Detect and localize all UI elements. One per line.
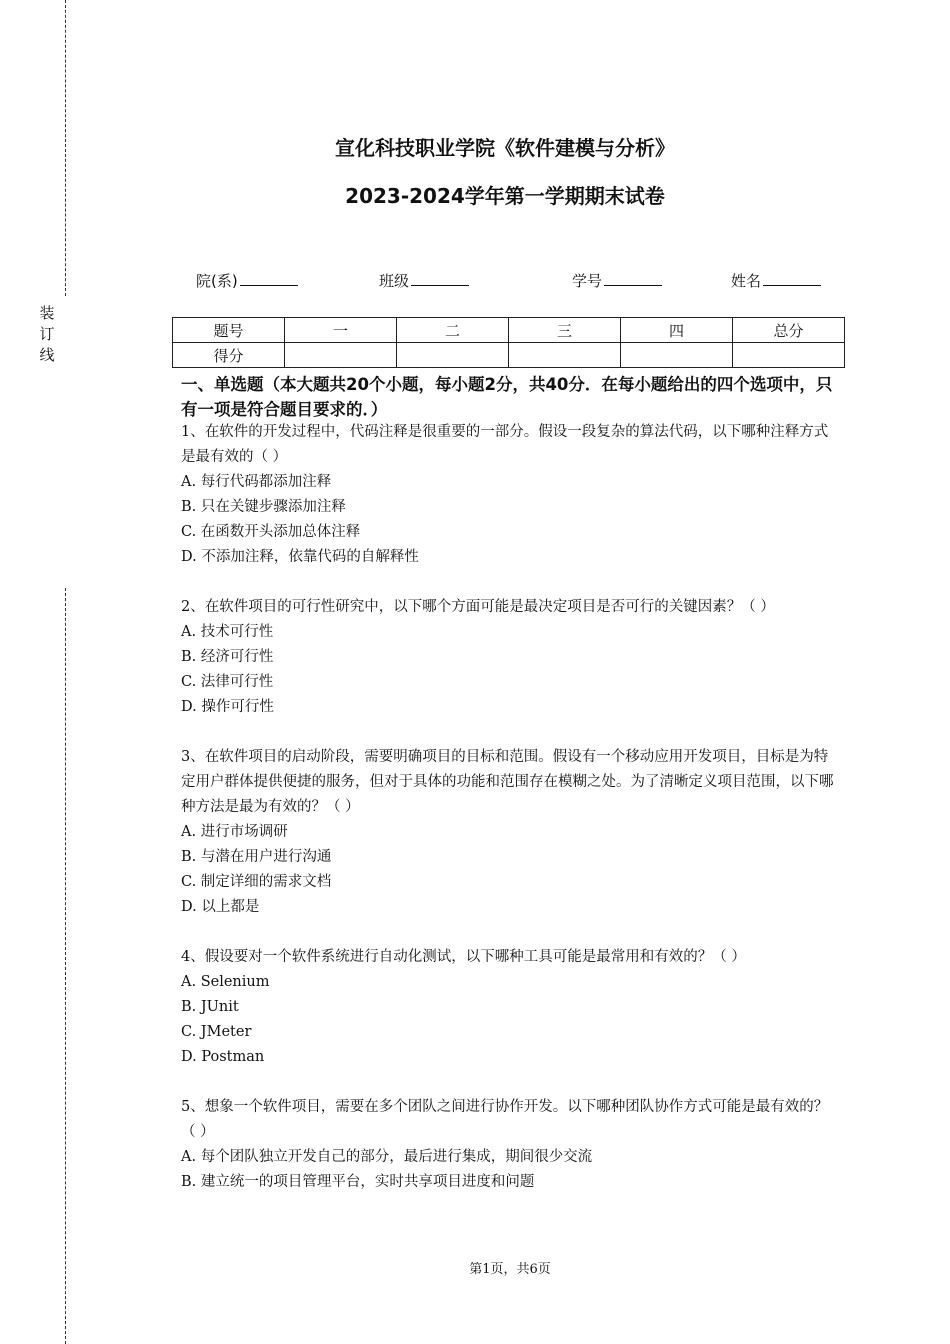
score-header-cell: 二: [397, 318, 509, 343]
question-text: 2、在软件项目的可行性研究中，以下哪个方面可能是最决定项目是否可行的关键因素？（ ）: [181, 599, 775, 615]
info-name: [731, 270, 821, 291]
info-name-label: 姓名: [731, 272, 762, 290]
score-header-cell: 题号: [173, 318, 285, 343]
score-table-header-row: [173, 318, 845, 343]
info-class-blank[interactable]: [411, 271, 469, 286]
option-b: B. 只在关键步骤添加注释: [181, 499, 346, 515]
info-department: [196, 270, 298, 291]
info-department-label: 院(系): [196, 272, 238, 290]
option-b: B. 与潜在用户进行沟通: [181, 849, 332, 865]
option-b: B. JUnit: [181, 999, 239, 1015]
info-student-id-label: 学号: [572, 272, 603, 290]
question-list: [181, 420, 841, 1195]
question-item: [181, 1095, 841, 1195]
binding-char: 装: [39, 304, 55, 322]
info-class-label: 班级: [379, 272, 410, 290]
score-cell[interactable]: [733, 343, 845, 368]
score-table-score-row: [173, 343, 845, 368]
info-student-id: [572, 270, 662, 291]
question-item: [181, 595, 841, 720]
option-c: C. 法律可行性: [181, 674, 274, 690]
option-d: D. Postman: [181, 1049, 265, 1065]
score-cell[interactable]: [509, 343, 621, 368]
option-d: D. 以上都是: [181, 899, 260, 915]
question-item: [181, 420, 841, 570]
question-text: 4、假设要对一个软件系统进行自动化测试，以下哪种工具可能是最常用和有效的？（ ）: [181, 949, 746, 965]
score-cell[interactable]: [285, 343, 397, 368]
exam-title-term: 2023-2024学年第一学期期末试卷: [345, 184, 665, 208]
info-student-id-blank[interactable]: [604, 271, 662, 286]
binding-char: 订: [39, 325, 55, 343]
option-d: D. 操作可行性: [181, 699, 274, 715]
option-a: A. 每个团队独立开发自己的部分，最后进行集成，期间很少交流: [181, 1149, 593, 1165]
binding-char: 线: [39, 346, 55, 364]
score-header-cell: 一: [285, 318, 397, 343]
info-class: [379, 270, 469, 291]
question-item: [181, 945, 841, 1070]
question-text: 1、在软件的开发过程中，代码注释是很重要的一部分。假设一段复杂的算法代码，以下哪种注释方式是最有效的（ ）: [181, 424, 829, 465]
section-heading: 一、单选题（本大题共20个小题，每小题2分，共40分．在每小题给出的四个选项中，只有一项是符合题目要求的．）: [181, 375, 833, 419]
option-c: C. 在函数开头添加总体注释: [181, 524, 361, 540]
score-cell[interactable]: [397, 343, 509, 368]
option-c: C. JMeter: [181, 1024, 252, 1040]
option-a: A. 进行市场调研: [181, 824, 288, 840]
score-row-label: 得分: [173, 343, 285, 368]
option-d: D. 不添加注释，依靠代码的自解释性: [181, 549, 419, 565]
binding-line-bottom: [65, 588, 66, 1344]
question-text: 5、想象一个软件项目，需要在多个团队之间进行协作开发。以下哪种团队协作方式可能是最有效的？（ ）: [181, 1099, 829, 1140]
info-name-blank[interactable]: [763, 271, 821, 286]
score-header-cell: 四: [621, 318, 733, 343]
page-footer: 第1页，共6页: [469, 1262, 551, 1277]
score-header-cell: 总分: [733, 318, 845, 343]
option-b: B. 经济可行性: [181, 649, 274, 665]
question-item: [181, 745, 841, 920]
option-c: C. 制定详细的需求文档: [181, 874, 332, 890]
option-a: A. 技术可行性: [181, 624, 274, 640]
option-a: A. Selenium: [181, 974, 270, 990]
binding-label: [37, 303, 57, 366]
score-cell[interactable]: [621, 343, 733, 368]
info-department-blank[interactable]: [240, 271, 298, 286]
option-a: A. 每行代码都添加注释: [181, 474, 332, 490]
exam-title-school: 宣化科技职业学院《软件建模与分析》: [335, 136, 675, 160]
score-table: [172, 317, 845, 368]
question-text: 3、在软件项目的启动阶段，需要明确项目的目标和范围。假设有一个移动应用开发项目，目标是为特定用户群体提供便捷的服务，但对于具体的功能和范围存在模糊之处。为了清晰定义项目范围，以下哪种方法是最为有效的？（ ）: [181, 749, 834, 815]
score-header-cell: 三: [509, 318, 621, 343]
option-b: B. 建立统一的项目管理平台，实时共享项目进度和问题: [181, 1174, 535, 1190]
